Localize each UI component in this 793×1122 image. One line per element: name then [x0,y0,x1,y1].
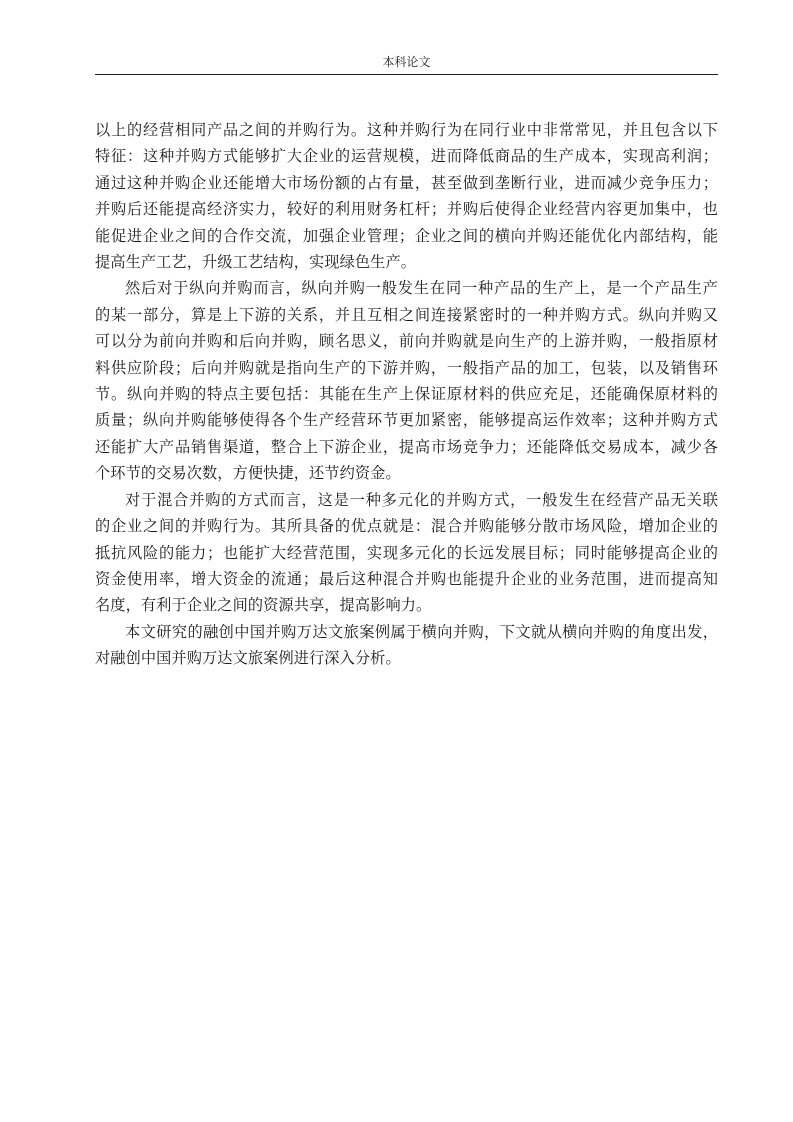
paragraph-conglomerate-merger [95,487,718,619]
text-line: 可以分为前向并购和后向并购，顾名思义，前向并购就是向生产的上游并购，一般指原材 [95,332,718,351]
text-line: 本文研究的融创中国并购万达文旅案例属于横向并购，下文就从横向并购的角度出发， [125,622,718,641]
page-header [95,55,718,75]
paragraph-vertical-merger [95,275,718,486]
text-line: 质量；纵向并购能够使得各个生产经营环节更加紧密，能够提高运作效率；这种并购方式 [95,411,718,430]
paragraph-case-summary [95,619,718,672]
text-line: 对于混合并购的方式而言，这是一种多元化的并购方式，一般发生在经营产品无关联 [125,490,718,509]
header-title: 本科论文 [382,55,431,69]
text-line: 还能扩大产品销售渠道，整合上下游企业，提高市场竞争力；还能降低交易成本，减少各 [95,437,718,456]
text-line: 然后对于纵向并购而言，纵向并购一般发生在同一种产品的生产上，是一个产品生产 [125,279,718,298]
text-line: 通过这种并购企业还能增大市场份额的占有量，甚至做到垄断行业，进而减少竞争压力； [95,173,718,192]
text-line: 抵抗风险的能力；也能扩大经营范围，实现多元化的长远发展目标；同时能够提高企业的 [95,543,718,562]
body-text [95,117,718,672]
text-line: 并购后还能提高经济实力，较好的利用财务杠杆；并购后使得企业经营内容更加集中，也 [95,200,718,219]
text-line: 个环节的交易次数，方便快捷，还节约资金。 [95,464,401,483]
text-line: 以上的经营相同产品之间的并购行为。这种并购行为在同行业中非常常见，并且包含以下 [95,121,718,139]
text-line: 名度，有利于企业之间的资源共享，提高影响力。 [95,596,432,615]
text-line: 能促进企业之间的合作交流，加强企业管理；企业之间的横向并购还能优化内部结构，能 [95,226,718,245]
text-line: 的某一部分，算是上下游的关系，并且互相之间连接紧密时的一种并购方式。纵向并购又 [95,305,718,324]
text-line: 对融创中国并购万达文旅案例进行深入分析。 [95,649,401,668]
text-line: 料供应阶段；后向并购就是指向生产的下游并购，一般指产品的加工，包装，以及销售环 [95,358,718,377]
text-line: 特征：这种并购方式能够扩大企业的运营规模，进而降低商品的生产成本，实现高利润； [95,147,718,166]
text-line: 提高生产工艺，升级工艺结构，实现绿色生产。 [95,253,417,272]
paragraph-horizontal-merger [95,117,718,275]
text-line: 的企业之间的并购行为。其所具备的优点就是：混合并购能够分散市场风险，增加企业的 [95,517,718,536]
text-line: 节。纵向并购的特点主要包括：其能在生产上保证原材料的供应充足，还能确保原材料的 [95,385,718,404]
text-line: 资金使用率，增大资金的流通；最后这种混合并购也能提升企业的业务范围，进而提高知 [95,569,718,588]
